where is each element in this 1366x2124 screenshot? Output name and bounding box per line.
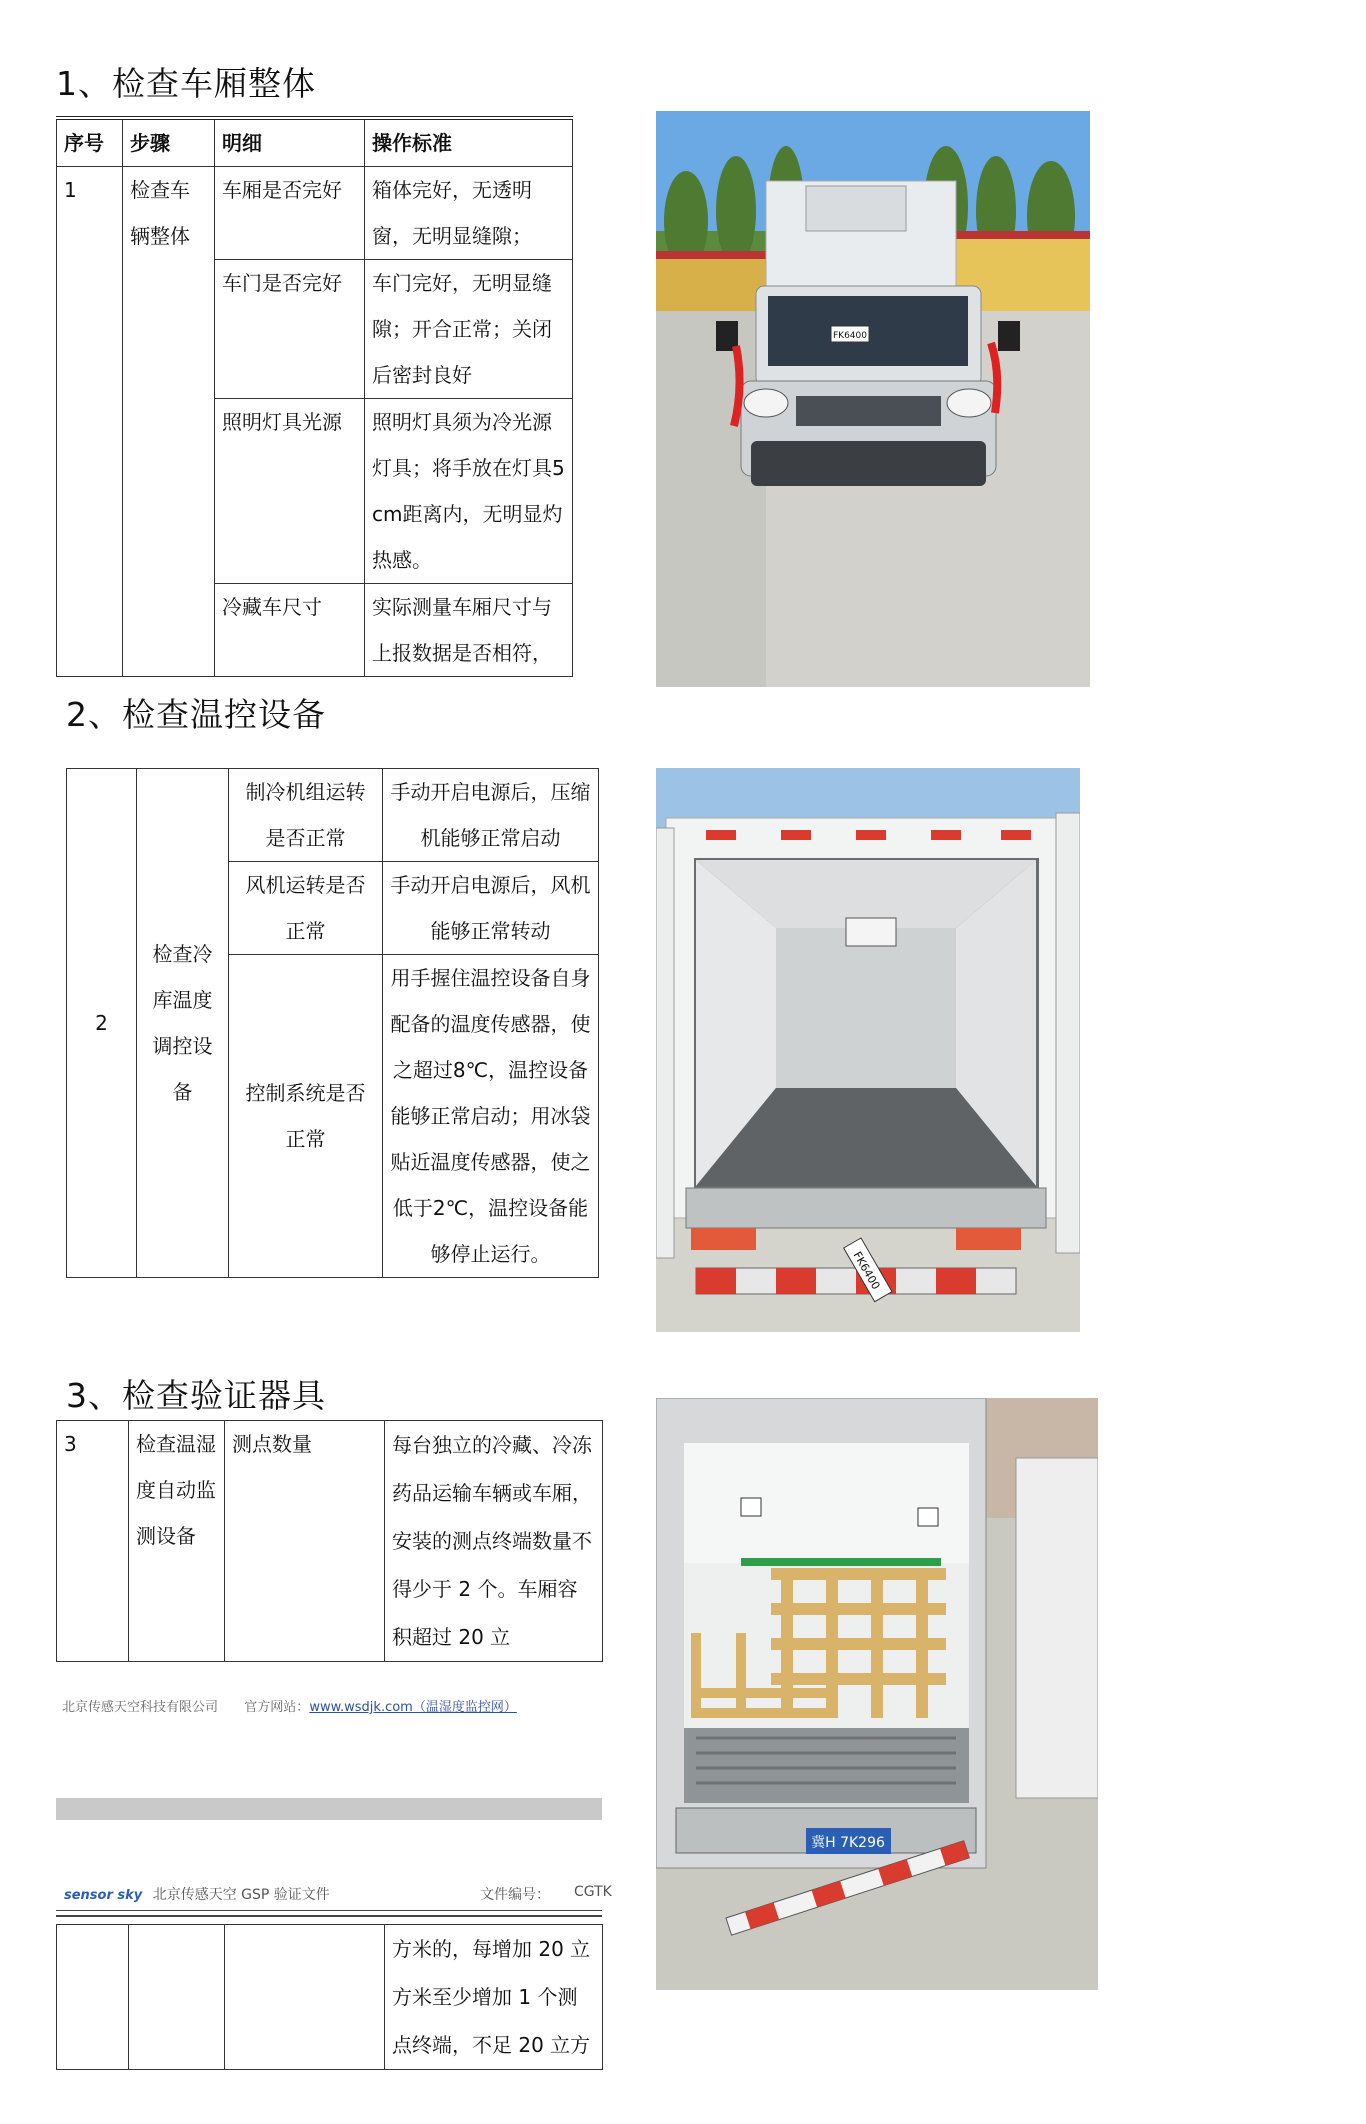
detail-cell: 车厢是否完好	[215, 167, 365, 260]
doc-number: CGTK	[574, 1884, 612, 1900]
seq-cell	[57, 1925, 129, 2070]
truck-plate-text: FK6400	[850, 1249, 883, 1292]
detail-cell: 照明灯具光源	[215, 399, 365, 584]
truck-front-photo	[656, 111, 1090, 687]
footer-site-label: 官方网站：	[244, 1700, 310, 1715]
header-detail: 明细	[215, 118, 365, 167]
detail-cell: 风机运转是否正常	[229, 862, 383, 955]
section-3-title: 3、检查验证器具	[66, 1376, 326, 1415]
standard-cell: 用手握住温控设备自身配备的温度传感器，使之超过8℃，温控设备能够正常启动；用冰袋贴近温度传感器，使之低于2℃，温控设备能够停止运行。	[383, 955, 599, 1278]
sensor-sky-logo: sensor sky	[64, 1888, 143, 1903]
header-standard: 操作标准	[365, 118, 573, 167]
detail-cell: 控制系统是否正常	[229, 955, 383, 1278]
seq-cell: 3	[57, 1421, 129, 1662]
section-2-table	[66, 768, 599, 1278]
section-3-table-part1	[56, 1420, 603, 1662]
header-step: 步骤	[123, 118, 215, 167]
standard-cell: 每台独立的冷藏、冷冻药品运输车辆或车厢，安装的测点终端数量不得少于 2 个。车厢容积超过 20 立	[385, 1421, 603, 1662]
doc-header-rule	[56, 1910, 602, 1917]
seq-cell: 2	[67, 769, 137, 1278]
detail-cell	[225, 1925, 385, 2070]
standard-cell: 手动开启电源后，压缩机能够正常启动	[383, 769, 599, 862]
footer-company: 北京传感天空科技有限公司	[62, 1700, 219, 1715]
step-cell: 检查车辆整体	[123, 167, 215, 677]
truck-plate-text: FK6400	[833, 331, 867, 341]
section-3-table-part2	[56, 1924, 603, 2070]
table-row	[57, 1925, 603, 2070]
step-cell: 检查冷库温度调控设备	[137, 769, 229, 1278]
section-1-title: 1、检查车厢整体	[56, 64, 316, 103]
doc-header-title: 北京传感天空 GSP 验证文件	[152, 1887, 330, 1903]
standard-cell: 实际测量车厢尺寸与上报数据是否相符，	[365, 584, 573, 677]
table-row	[67, 769, 599, 862]
seq-cell: 1	[57, 167, 123, 677]
detail-cell: 冷藏车尺寸	[215, 584, 365, 677]
doc-number-label: 文件编号：	[480, 1887, 550, 1903]
header-seq: 序号	[57, 118, 123, 167]
standard-cell: 方米的，每增加 20 立方米至少增加 1 个测点终端，不足 20 立方	[385, 1925, 603, 2070]
truck-rear-open-photo	[656, 768, 1080, 1332]
footer-site-link[interactable]: www.wsdjk.com（温湿度监控网）	[309, 1700, 517, 1715]
standard-cell: 车门完好，无明显缝隙；开合正常；关闭后密封良好	[365, 260, 573, 399]
truck-cargo-photo	[656, 1398, 1098, 1990]
section-2-title: 2、检查温控设备	[66, 695, 326, 734]
step-cell: 检查温湿度自动监测设备	[129, 1421, 225, 1662]
step-cell	[129, 1925, 225, 2070]
table-row	[57, 167, 573, 260]
standard-cell: 箱体完好，无透明窗，无明显缝隙；	[365, 167, 573, 260]
truck-plate-text: 冀H 7K296	[811, 1835, 885, 1851]
detail-cell: 车门是否完好	[215, 260, 365, 399]
detail-cell: 测点数量	[225, 1421, 385, 1662]
page-break-bar	[56, 1798, 602, 1820]
doc-header	[64, 1884, 612, 1904]
section-1-table	[56, 116, 573, 677]
standard-cell: 照明灯具须为冷光源灯具；将手放在灯具5cm距离内，无明显灼热感。	[365, 399, 573, 584]
detail-cell: 制冷机组运转是否正常	[229, 769, 383, 862]
page-footer	[62, 1696, 517, 1715]
standard-cell: 手动开启电源后，风机能够正常转动	[383, 862, 599, 955]
table-row	[57, 1421, 603, 1662]
